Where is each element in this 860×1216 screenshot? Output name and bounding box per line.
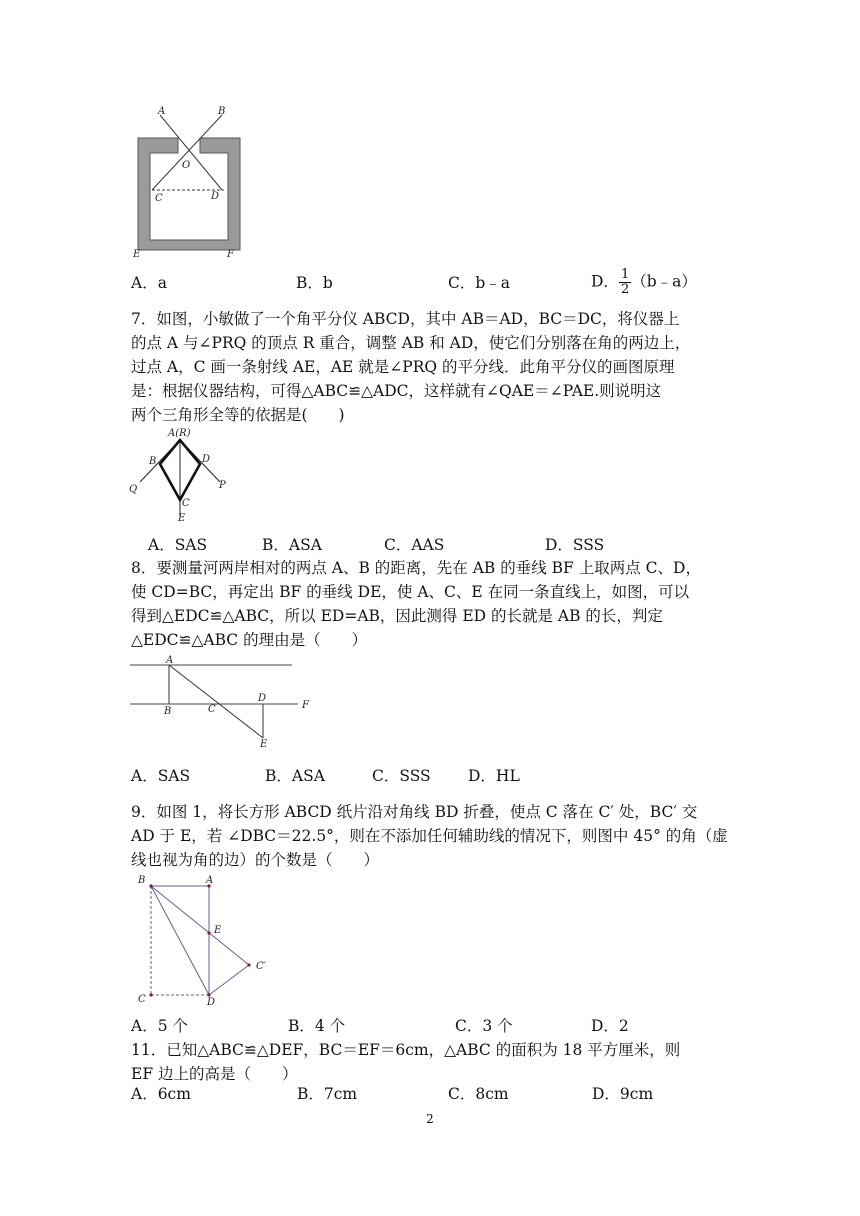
q8-option-a: A．SAS: [131, 767, 191, 785]
q7-label-q: Q: [129, 484, 138, 495]
q11-option-d: D．9cm: [592, 1085, 654, 1103]
q7-label-p: P: [219, 480, 226, 491]
q6-label-e: E: [133, 249, 141, 260]
q6-channel-frame: [138, 138, 240, 250]
q6-label-a: A: [158, 106, 166, 117]
q8-text-line: 使 CD=BC，再定出 BF 的垂线 DE，使 A、C、E 在同一条直线上，如图，可以: [131, 583, 690, 601]
q9-option-b: B．4 个: [288, 1017, 346, 1035]
q9-text-line: 9．如图 1，将长方形 ABCD 纸片沿对角线 BD 折叠，使点 C 落在 C′ 处，BC′ 交: [131, 803, 698, 821]
q6-label-f: F: [227, 249, 234, 260]
q8-label-e: E: [260, 739, 268, 750]
q8-option-c: C．SSS: [372, 767, 431, 785]
q6-option-c: C．b﹣a: [448, 274, 511, 292]
q9-label-c: C: [138, 994, 146, 1005]
q6-option-d-fraction: [619, 268, 631, 297]
q8-label-d: D: [258, 693, 267, 704]
q7-option-c: C．AAS: [384, 536, 445, 554]
q9-option-a: A．5 个: [131, 1017, 188, 1035]
page-number: 2: [426, 1112, 434, 1126]
q8-label-c: C: [208, 704, 216, 715]
fraction-denominator: 2: [620, 282, 630, 297]
q6-label-b: B: [218, 106, 226, 117]
fraction-numerator: 1: [620, 267, 630, 282]
q7-label-d: D: [202, 454, 211, 465]
q8-figure: [128, 654, 318, 754]
q6-label-c: C: [155, 193, 163, 204]
q7-option-a: A．SAS: [148, 536, 208, 554]
q8-text-line: 8．要测量河两岸相对的两点 A、B 的距离，先在 AB 的垂线 BF 上取两点 C、D，: [131, 559, 701, 577]
q9-option-c: C．3 个: [455, 1017, 513, 1035]
q7-label-e: E: [178, 513, 186, 524]
q7-text-line: 7．如图，小敏做了一个角平分仪 ABCD，其中 AB＝AD，BC＝DC，将仪器上: [131, 310, 680, 328]
q6-label-o: O: [182, 160, 191, 171]
q9-label-c-prime: C′: [256, 961, 266, 972]
q9-label-e: E: [214, 925, 222, 936]
q11-option-c: C．8cm: [448, 1085, 509, 1103]
q9-figure: [132, 873, 282, 1008]
q8-label-b: B: [164, 706, 172, 717]
q9-label-d: D: [207, 997, 216, 1008]
q9-text-line: 线也视为角的边）的个数是（ ）: [131, 851, 380, 869]
q9-text-line: AD 于 E，若 ∠DBC＝22.5°，则在不添加任何辅助线的情况下，则图中 45° 的角（虚: [131, 827, 728, 845]
q6-option-d-prefix: D．: [591, 272, 619, 291]
q7-label-ar: A(R): [168, 428, 191, 439]
q11-option-a: A．6cm: [131, 1085, 191, 1103]
q8-option-b: B．ASA: [265, 767, 325, 785]
q6-figure: [130, 105, 250, 260]
q7-label-c: C: [182, 498, 190, 509]
q6-option-b: B．b: [296, 274, 333, 292]
q9-label-b: B: [138, 875, 146, 886]
q7-text-line: 是：根据仪器结构，可得△ABC≌△ADC，这样就有∠QAE＝∠PAE.则说明这: [131, 382, 662, 400]
q9-label-a: A: [206, 875, 214, 886]
q8-label-a: A: [166, 655, 174, 666]
q6-label-d: D: [211, 191, 220, 202]
q9-option-d: D．2: [591, 1017, 629, 1035]
q7-text-line: 两个三角形全等的依据是( ): [131, 406, 345, 424]
q6-option-a: A．a: [131, 274, 167, 292]
q11-option-b: B．7cm: [297, 1085, 358, 1103]
q7-figure: [126, 426, 236, 524]
q7-text-line: 过点 A，C 画一条射线 AE，AE 就是∠PRQ 的平分线．此角平分仪的画图原理: [131, 358, 675, 376]
q6-option-d-suffix: （b﹣a）: [631, 272, 697, 291]
q7-text-line: 的点 A 与∠PRQ 的顶点 R 重合，调整 AB 和 AD，使它们分别落在角的两边上，: [131, 334, 691, 352]
q7-option-d: D．SSS: [545, 536, 605, 554]
q8-option-d: D．HL: [468, 767, 520, 785]
q8-text-line: △EDC≌△ABC 的理由是（ ）: [131, 631, 368, 649]
q11-text-line: EF 边上的高是（ ）: [131, 1065, 298, 1083]
q7-option-b: B．ASA: [262, 536, 322, 554]
q11-text-line: 11．已知△ABC≌△DEF，BC＝EF＝6cm，△ABC 的面积为 18 平方厘米，则: [131, 1041, 681, 1059]
q8-text-line: 得到△EDC≌△ABC，所以 ED=AB，因此测得 ED 的长就是 AB 的长，判定: [131, 607, 663, 625]
q8-label-f: F: [302, 700, 309, 711]
q6-option-d: [591, 268, 697, 297]
q7-label-b: B: [149, 456, 157, 467]
